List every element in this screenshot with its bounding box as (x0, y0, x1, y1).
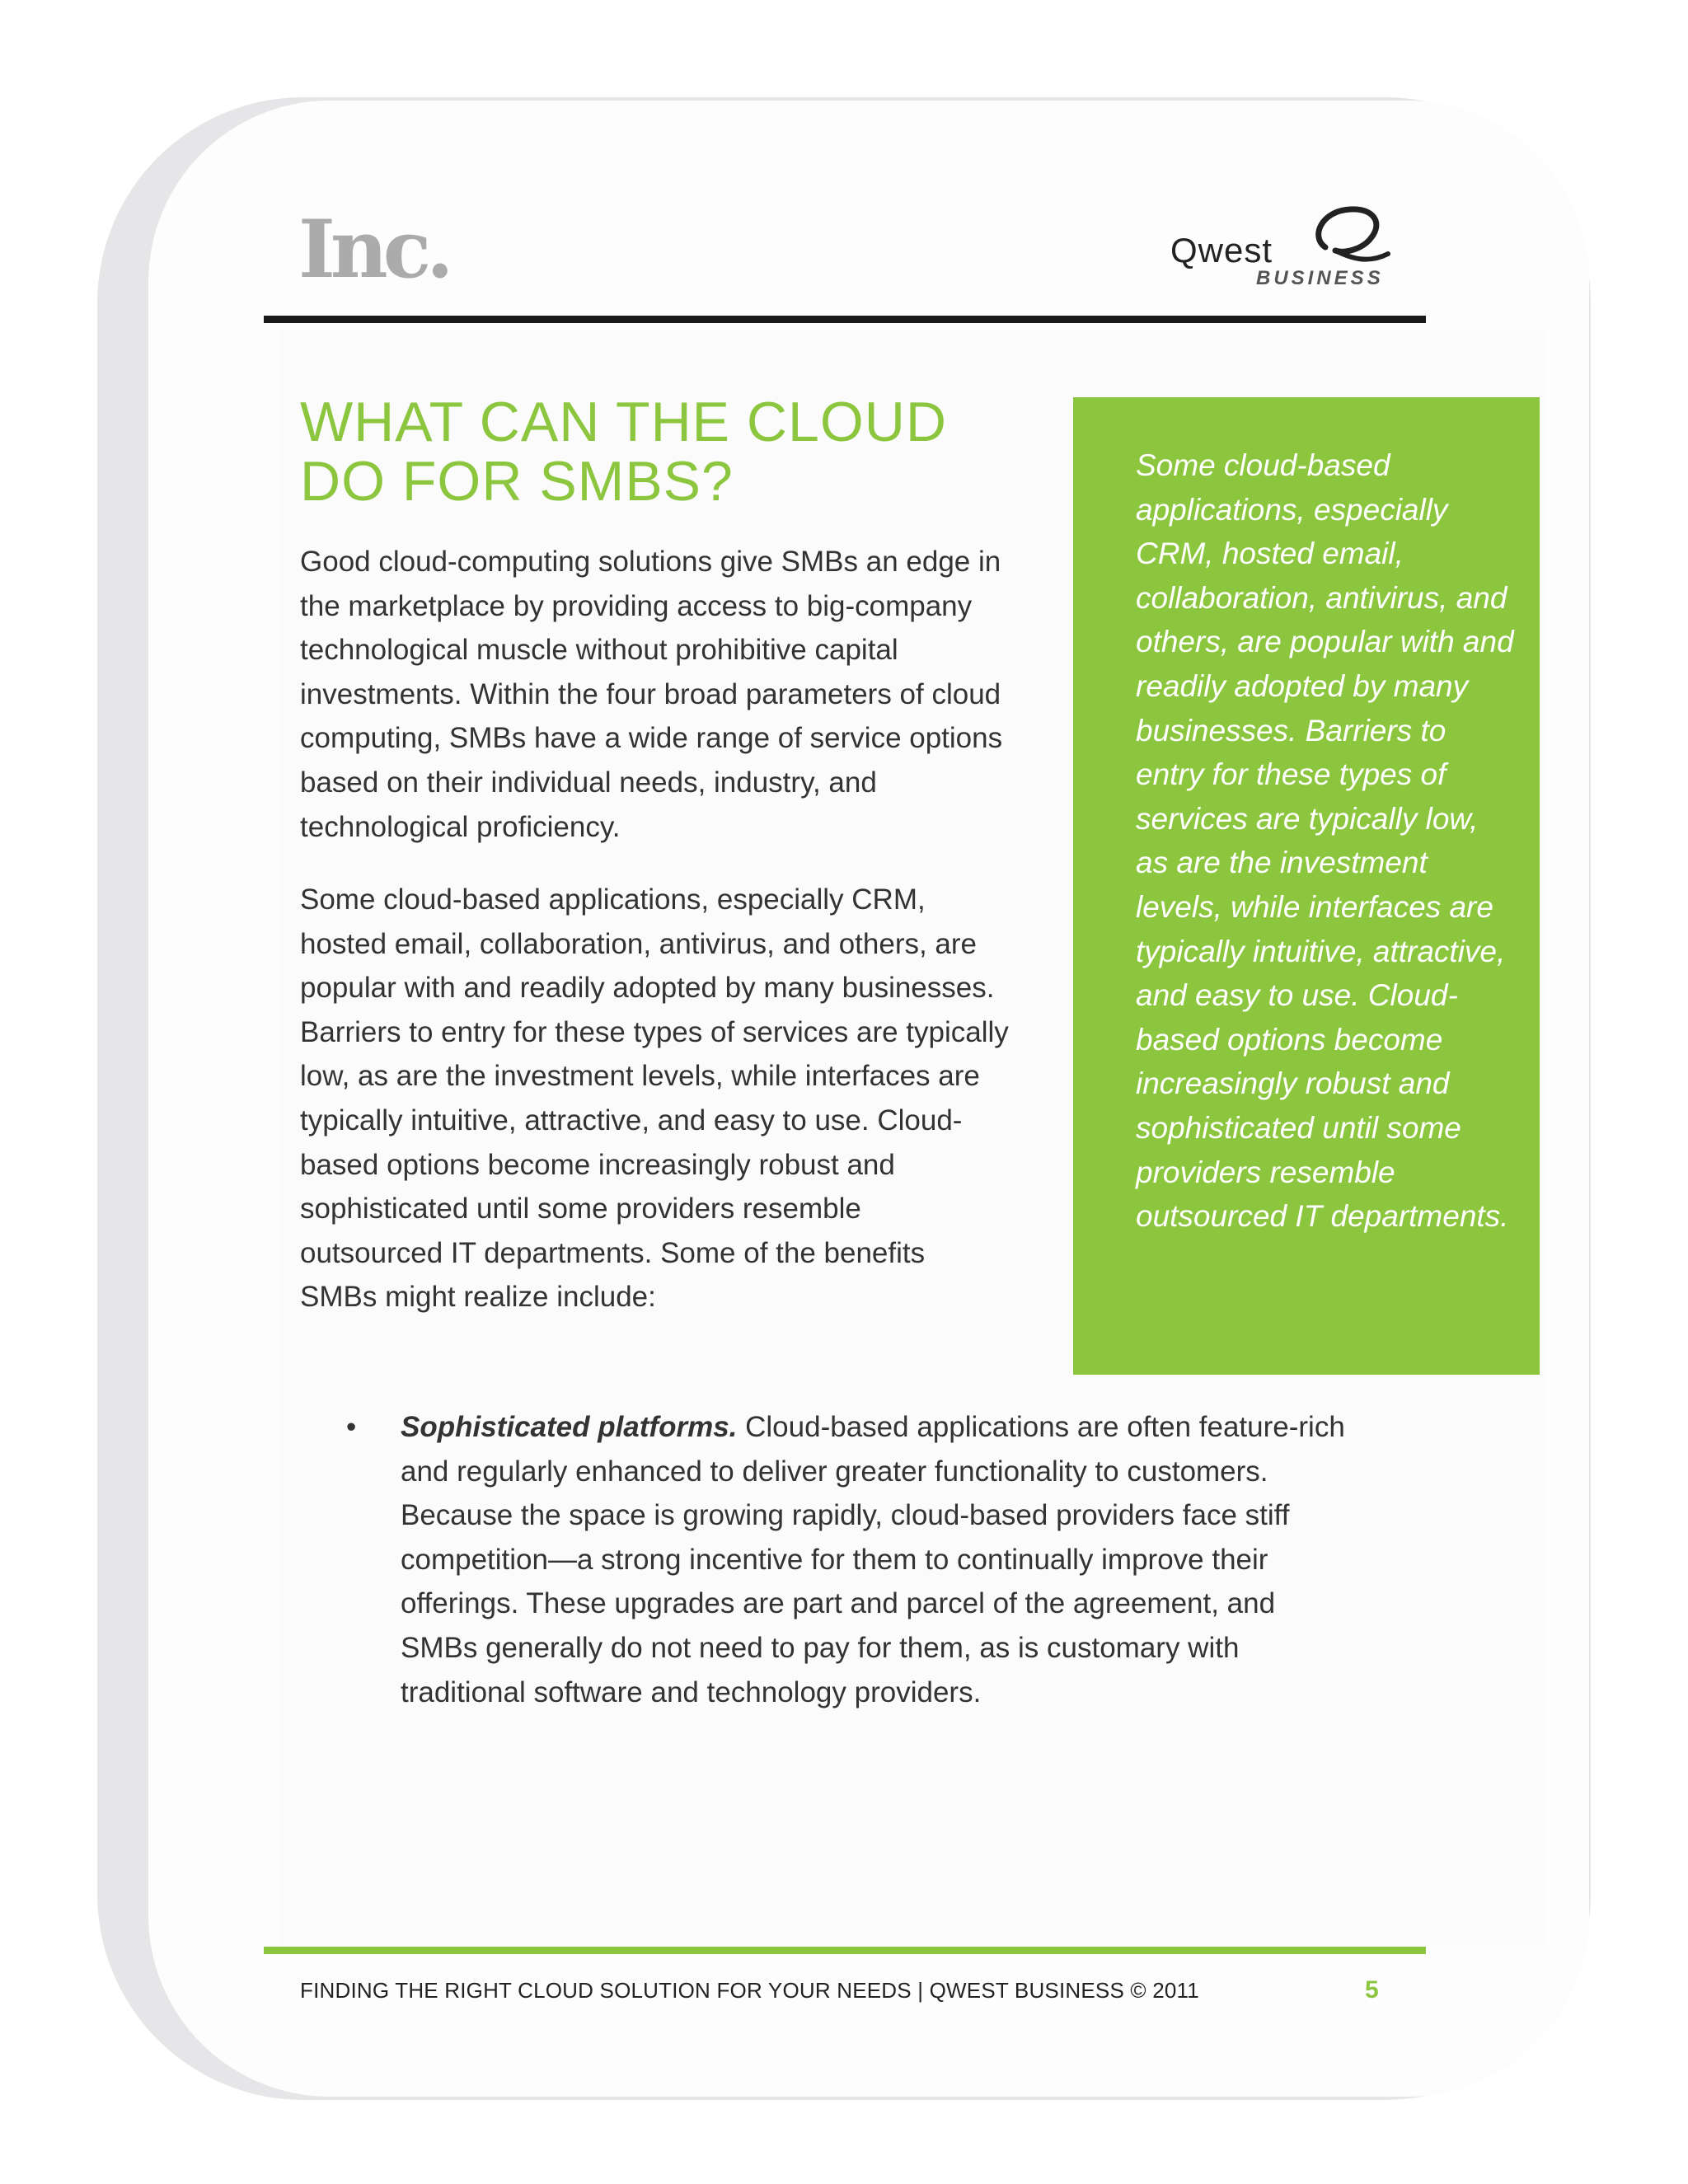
footer-rule (264, 1947, 1426, 1954)
bullet-marker: • (346, 1411, 357, 1443)
title-line: DO FOR SMBS? (300, 450, 734, 513)
benefits-list (346, 1405, 1360, 1714)
pull-quote-text: Some cloud-based applications, especially CRM, hosted email, collaboration, antivirus, and others, are popular with and readily adopted by many businesses. Barriers to entry for these types of services are typically low, as are the investment levels, while interfaces are typically intuitive, attractive, and easy to use. Cloud-based options become increasingly robust and sophisticated until some providers resemble outsourced IT departments. (1136, 448, 1514, 1234)
qwest-business-subtitle: BUSINESS (1256, 267, 1384, 289)
bullet-term: Sophisticated platforms. (401, 1411, 738, 1443)
page-title (300, 392, 1042, 511)
footer-text: FINDING THE RIGHT CLOUD SOLUTION FOR YOUR NEEDS | QWEST BUSINESS © 2011 (300, 1978, 1199, 2003)
qwest-wordmark: Qwest (1170, 231, 1273, 269)
qwest-business-logo (1170, 204, 1385, 295)
title-line: WHAT CAN THE CLOUD (300, 391, 947, 453)
page-number: 5 (1365, 1976, 1379, 2004)
qwest-q-mark-icon (1302, 204, 1393, 270)
body-paragraph: Good cloud-computing solutions give SMBs an edge in the marketplace by providing access to big-company technological muscle without prohibitive capital investments. Within the four broad parameters of cloud computing, SMBs have a wide range of service options based on their individual needs, industry, and technological proficiency. (300, 546, 1003, 843)
pull-quote-box (1073, 397, 1540, 1375)
bullet-text: Cloud-based applications are often feature-rich and regularly enhanced to deliver greater functionality to customers. Because the space is growing rapidly, cloud-based providers face stiff competition—a strong incentive for them to continually improve their offerings. These upgrades are part and parcel of the agreement, and SMBs generally do not need to pay for them, as is customary with traditional software and technology providers. (401, 1411, 1345, 1708)
header-rule (264, 316, 1426, 323)
body-paragraph: Some cloud-based applications, especially CRM, hosted email, collaboration, antivirus, and others, are popular with and readily adopted by many businesses. Barriers to entry for these types of services are typically low, as are the investment levels, while interfaces are typically intuitive, attractive, and easy to use. Cloud-based options become increasingly robust and sophisticated until some providers resemble outsourced IT departments. Some of the benefits SMBs might realize include: (300, 883, 1009, 1314)
inc-logo: Inc. (298, 203, 449, 296)
list-item (346, 1405, 1360, 1714)
